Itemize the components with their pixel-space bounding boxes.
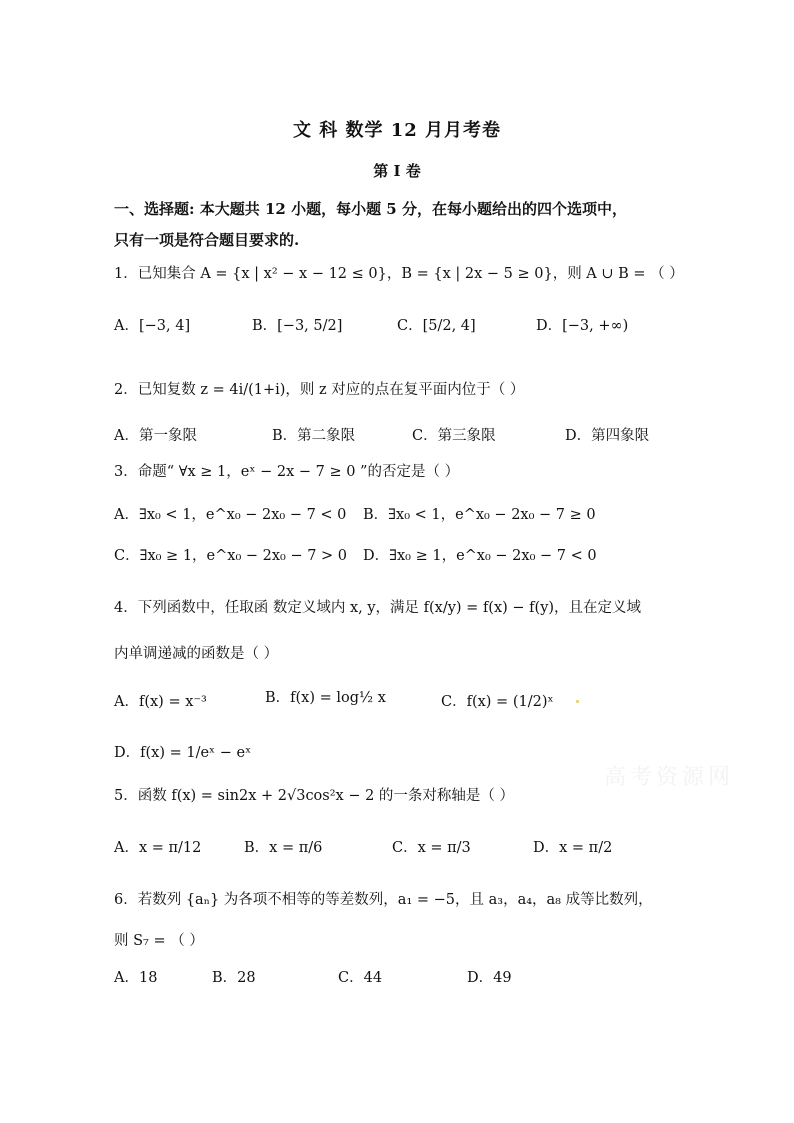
q4-option-c: C．f(x) = (1/2)ˣ: [441, 694, 554, 710]
question-2-stem: 2．已知复数 z = 4i/(1+i)，则 z 对应的点在复平面内位于（ ）: [114, 382, 525, 398]
q4-option-b: B．f(x) = log½ x: [265, 690, 386, 706]
q4-option-d: D．f(x) = 1/eˣ − eˣ: [114, 745, 252, 761]
q1-option-a: A．[−3, 4]: [114, 318, 191, 334]
q5-option-b: B．x = π/6: [244, 840, 323, 856]
question-4-stem: 4．下列函数中，任取函 数定义域内 x, y，满足 f(x/y) = f(x) − f(y)，且在定义域: [114, 600, 642, 616]
q3-option-b: B．∃x₀ < 1，e^x₀ − 2x₀ − 7 ≥ 0: [363, 507, 596, 523]
q6-option-c: C．44: [338, 970, 383, 986]
question-6-stem: 6．若数列 {aₙ} 为各项不相等的等差数列，a₁ = −5，且 a₃，a₄，a₈ 成等比数列，: [114, 892, 653, 908]
question-4-stem-line2: 内单调递减的函数是（ ）: [114, 646, 279, 662]
section-heading-line1: 一、选择题: 本大题共 12 小题，每小题 5 分，在每小题给出的四个选项中，: [114, 200, 627, 218]
q3-option-a: A．∃x₀ < 1，e^x₀ − 2x₀ − 7 < 0: [114, 507, 347, 523]
question-3-stem: 3．命题“ ∀x ≥ 1，eˣ − 2x − 7 ≥ 0 ”的否定是（ ）: [114, 464, 460, 480]
q6-option-b: B．28: [212, 970, 256, 986]
section-heading-line2: 只有一项是符合题目要求的.: [114, 231, 300, 249]
watermark: 高考资源网: [604, 765, 735, 790]
q5-option-a: A．x = π/12: [114, 840, 202, 856]
volume-label: 第 I 卷: [373, 162, 421, 180]
q1-option-d: D．[−3, +∞): [536, 318, 629, 334]
q4-option-a: A．f(x) = x⁻³: [114, 694, 207, 710]
q1-option-c: C．[5/2, 4]: [397, 318, 476, 334]
q2-option-b: B．第二象限: [272, 428, 356, 444]
q6-option-d: D．49: [467, 970, 512, 986]
exam-title: 文 科 数学 12 月月考卷: [292, 120, 502, 141]
q3-option-c: C．∃x₀ ≥ 1，e^x₀ − 2x₀ − 7 > 0: [114, 548, 348, 564]
stray-mark: [576, 700, 579, 703]
q2-option-c: C．第三象限: [412, 428, 496, 444]
q2-option-a: A．第一象限: [114, 428, 197, 444]
question-6-stem-line2: 则 S₇ = （ ）: [114, 933, 204, 949]
q5-option-d: D．x = π/2: [533, 840, 613, 856]
q2-option-d: D．第四象限: [565, 428, 650, 444]
question-1-stem: 1．已知集合 A = {x | x² − x − 12 ≤ 0}，B = {x | 2x − 5 ≥ 0}，则 A ∪ B = （ ）: [114, 266, 684, 282]
question-5-stem: 5．函数 f(x) = sin2x + 2√3cos²x − 2 的一条对称轴是（ ）: [114, 788, 515, 804]
q1-option-b: B．[−3, 5/2]: [252, 318, 343, 334]
q3-option-d: D．∃x₀ ≥ 1，e^x₀ − 2x₀ − 7 < 0: [363, 548, 597, 564]
q6-option-a: A．18: [114, 970, 158, 986]
q5-option-c: C．x = π/3: [392, 840, 471, 856]
